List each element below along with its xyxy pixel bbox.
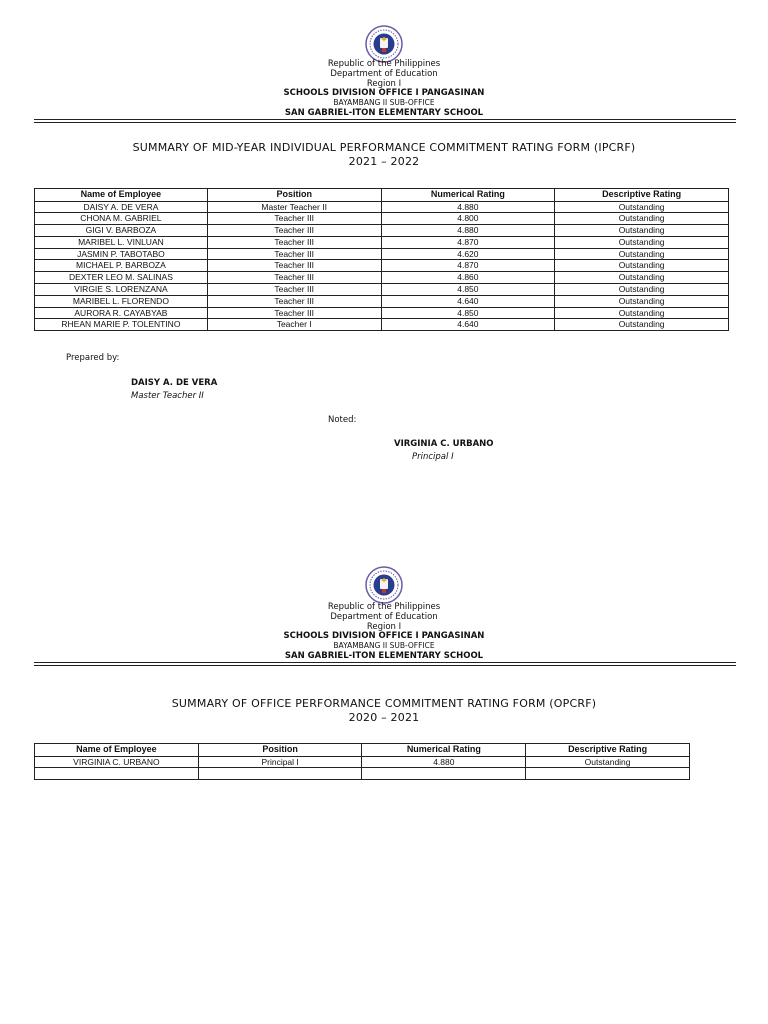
ipcrf-table — [34, 188, 729, 331]
table-row — [35, 272, 729, 284]
column-header: Numerical Rating — [362, 744, 526, 757]
table-header-row — [35, 744, 690, 757]
opcrf-year: 2020 – 2021 — [348, 711, 420, 724]
column-header: Numerical Rating — [381, 189, 555, 202]
position: Teacher III — [207, 307, 381, 319]
column-header: Descriptive Rating — [555, 189, 729, 202]
column-header: Position — [207, 189, 381, 202]
column-header: Position — [198, 744, 362, 757]
deped-seal-icon — [365, 566, 403, 604]
employee-name — [35, 768, 199, 780]
table-row — [35, 225, 729, 237]
noted-by-title: Principal I — [412, 452, 454, 462]
numerical-rating: 4.640 — [381, 319, 555, 331]
table-row — [35, 295, 729, 307]
descriptive-rating — [526, 768, 690, 780]
employee-name: MARIBEL L. FLORENDO — [35, 295, 208, 307]
ipcrf-year: 2021 – 2022 — [348, 155, 420, 168]
position: Teacher III — [207, 225, 381, 237]
descriptive-rating: Outstanding — [555, 248, 729, 260]
numerical-rating: 4.640 — [381, 295, 555, 307]
department-text: Department of Education — [330, 69, 438, 79]
descriptive-rating: Outstanding — [555, 295, 729, 307]
table-row — [35, 248, 729, 260]
table-row — [35, 307, 729, 319]
column-header: Name of Employee — [35, 744, 199, 757]
position: Teacher III — [207, 236, 381, 248]
employee-name: GIGI V. BARBOZA — [35, 225, 208, 237]
employee-name: CHONA M. GABRIEL — [35, 213, 208, 225]
numerical-rating: 4.880 — [362, 756, 526, 768]
header-divider-thin — [34, 665, 736, 666]
employee-name: JASMIN P. TABOTABO — [35, 248, 208, 260]
numerical-rating: 4.620 — [381, 248, 555, 260]
employee-name: AURORA R. CAYABYAB — [35, 307, 208, 319]
table-row — [35, 756, 690, 768]
republic-text: Republic of the Philippines — [327, 602, 441, 612]
prepared-by-label: Prepared by: — [66, 353, 120, 363]
table-row — [35, 213, 729, 225]
column-header: Descriptive Rating — [526, 744, 690, 757]
descriptive-rating: Outstanding — [555, 260, 729, 272]
table-row — [35, 260, 729, 272]
descriptive-rating: Outstanding — [555, 213, 729, 225]
descriptive-rating: Outstanding — [555, 225, 729, 237]
table-row — [35, 319, 729, 331]
position: Master Teacher II — [207, 201, 381, 213]
position: Teacher III — [207, 248, 381, 260]
numerical-rating: 4.880 — [381, 201, 555, 213]
position: Teacher III — [207, 260, 381, 272]
school-text: SAN GABRIEL-ITON ELEMENTARY SCHOOL — [284, 108, 484, 118]
region-text: Region I — [366, 622, 402, 632]
position: Teacher III — [207, 272, 381, 284]
descriptive-rating: Outstanding — [555, 272, 729, 284]
numerical-rating: 4.850 — [381, 307, 555, 319]
division-text: SCHOOLS DIVISION OFFICE I PANGASINAN — [283, 88, 485, 98]
header-divider-thin — [34, 122, 736, 123]
position: Teacher I — [207, 319, 381, 331]
table-row — [35, 284, 729, 296]
column-header: Name of Employee — [35, 189, 208, 202]
descriptive-rating: Outstanding — [555, 307, 729, 319]
employee-name: VIRGIE S. LORENZANA — [35, 284, 208, 296]
employee-name: DAISY A. DE VERA — [35, 201, 208, 213]
table-row — [35, 236, 729, 248]
descriptive-rating: Outstanding — [526, 756, 690, 768]
descriptive-rating: Outstanding — [555, 284, 729, 296]
opcrf-table — [34, 743, 690, 780]
numerical-rating: 4.870 — [381, 236, 555, 248]
deped-seal-icon — [365, 25, 403, 63]
descriptive-rating: Outstanding — [555, 319, 729, 331]
division-text: SCHOOLS DIVISION OFFICE I PANGASINAN — [283, 631, 485, 641]
republic-text: Republic of the Philippines — [327, 59, 441, 69]
employee-name: MARIBEL L. VINLUAN — [35, 236, 208, 248]
header-divider — [34, 119, 736, 120]
header-divider — [34, 662, 736, 663]
position: Teacher III — [207, 213, 381, 225]
table-row — [35, 201, 729, 213]
school-text: SAN GABRIEL-ITON ELEMENTARY SCHOOL — [284, 651, 484, 661]
prepared-by-name: DAISY A. DE VERA — [131, 378, 218, 388]
employee-name: DEXTER LEO M. SALINAS — [35, 272, 208, 284]
employee-name: RHEAN MARIE P. TOLENTINO — [35, 319, 208, 331]
position: Principal I — [198, 756, 362, 768]
position — [198, 768, 362, 780]
position: Teacher III — [207, 295, 381, 307]
descriptive-rating: Outstanding — [555, 236, 729, 248]
ipcrf-title: SUMMARY OF MID-YEAR INDIVIDUAL PERFORMANCE COMMITMENT RATING FORM (IPCRF) — [132, 141, 636, 154]
employee-name: VIRGINIA C. URBANO — [35, 756, 199, 768]
noted-by-name: VIRGINIA C. URBANO — [394, 439, 494, 449]
numerical-rating — [362, 768, 526, 780]
numerical-rating: 4.880 — [381, 225, 555, 237]
opcrf-title: SUMMARY OF OFFICE PERFORMANCE COMMITMENT RATING FORM (OPCRF) — [171, 697, 597, 710]
table-row — [35, 768, 690, 780]
employee-name: MICHAEL P. BARBOZA — [35, 260, 208, 272]
noted-label: Noted: — [328, 415, 357, 425]
prepared-by-title: Master Teacher II — [131, 391, 204, 401]
numerical-rating: 4.800 — [381, 213, 555, 225]
table-header-row — [35, 189, 729, 202]
suboffice-text: BAYAMBANG II SUB-OFFICE — [333, 641, 435, 650]
numerical-rating: 4.860 — [381, 272, 555, 284]
descriptive-rating: Outstanding — [555, 201, 729, 213]
position: Teacher III — [207, 284, 381, 296]
numerical-rating: 4.850 — [381, 284, 555, 296]
region-text: Region I — [366, 79, 402, 89]
department-text: Department of Education — [330, 612, 438, 622]
numerical-rating: 4.870 — [381, 260, 555, 272]
suboffice-text: BAYAMBANG II SUB-OFFICE — [333, 98, 435, 107]
